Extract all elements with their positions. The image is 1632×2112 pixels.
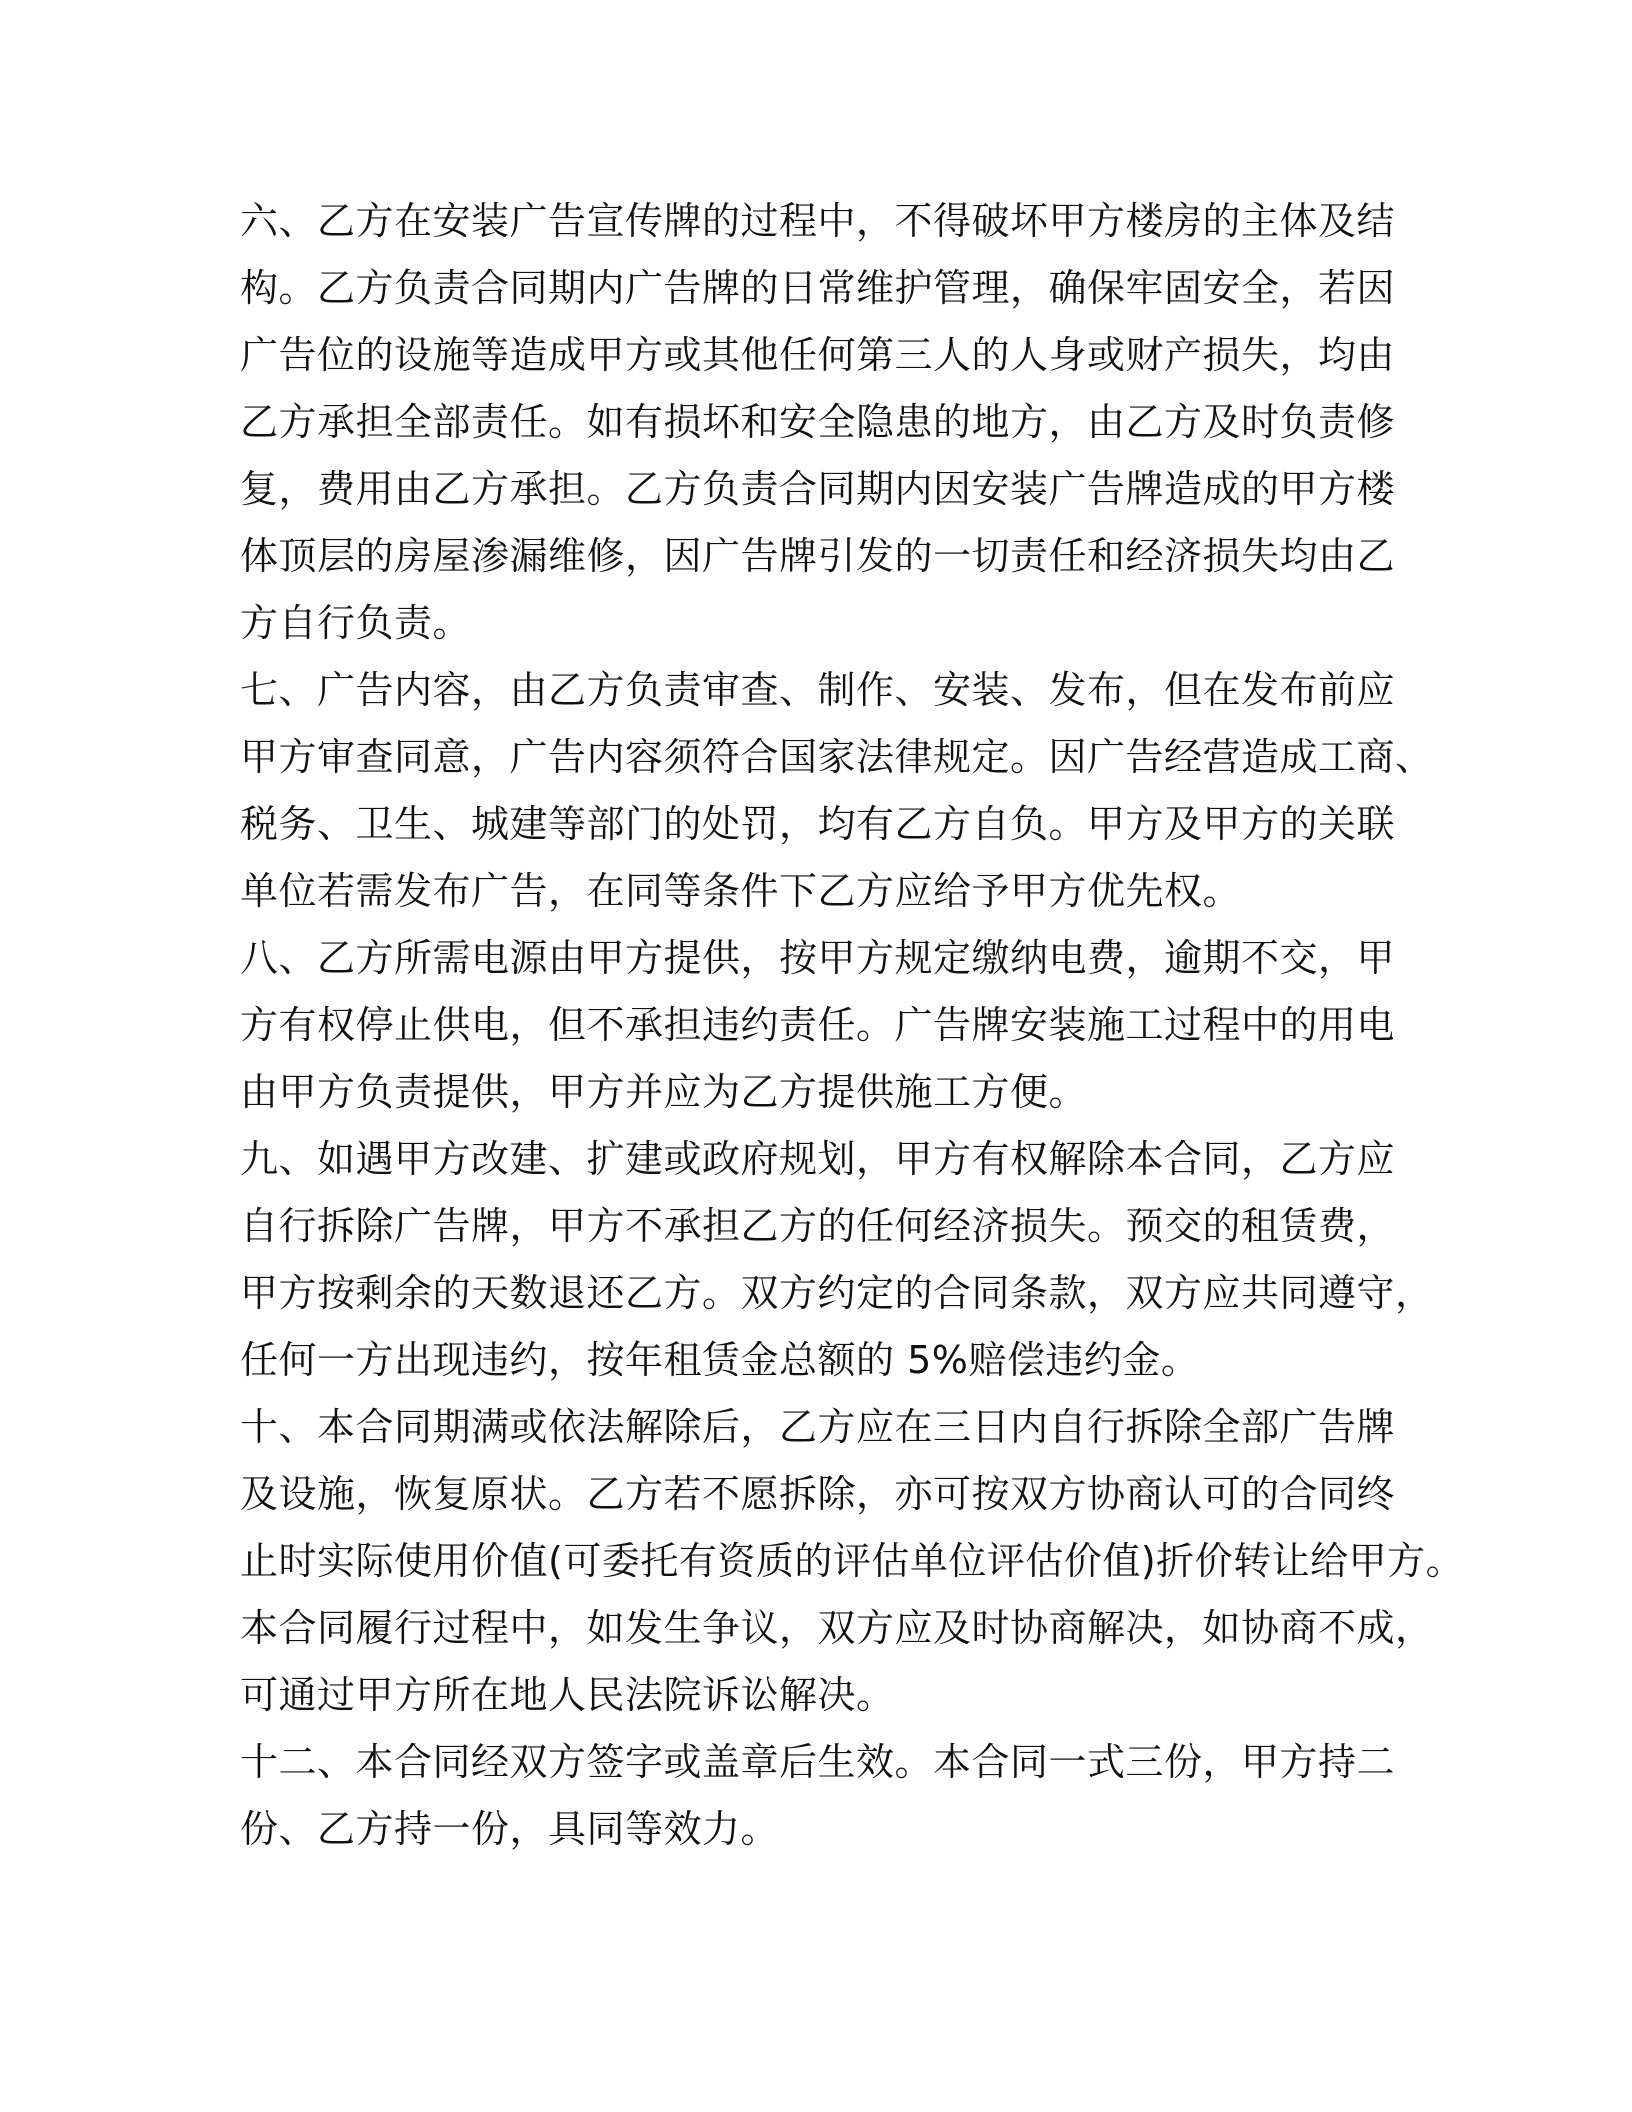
text-line: 十二、本合同经双方签字或盖章后生效。本合同一式三份，甲方持二 (240, 1740, 1396, 1784)
text-line: 九、如遇甲方改建、扩建或政府规划，甲方有权解除本合同，乙方应 (240, 1137, 1396, 1181)
text-line: 甲方按剩余的天数退还乙方。双方约定的合同条款，双方应共同遵守， (240, 1271, 1434, 1315)
text-line: 甲方审查同意，广告内容须符合国家法律规定。因广告经营造成工商、 (240, 735, 1434, 779)
document-body (240, 188, 1465, 1863)
text-line: 复，费用由乙方承担。乙方负责合同期内因安装广告牌造成的甲方楼 (240, 467, 1396, 511)
text-line: 由甲方负责提供，甲方并应为乙方提供施工方便。 (240, 1070, 1088, 1114)
text-line: 任何一方出现违约，按年租赁金总额的 5%赔偿违约金。 (240, 1338, 1200, 1382)
text-line: 自行拆除广告牌，甲方不承担乙方的任何经济损失。预交的租赁费， (240, 1204, 1396, 1248)
text-line: 止时实际使用价值(可委托有资质的评估单位评估价值)折价转让给甲方。 (240, 1539, 1465, 1583)
text-line: 单位若需发布广告，在同等条件下乙方应给予甲方优先权。 (240, 869, 1242, 913)
text-line: 及设施，恢复原状。乙方若不愿拆除，亦可按双方协商认可的合同终 (240, 1472, 1396, 1516)
text-line: 广告位的设施等造成甲方或其他任何第三人的人身或财产损失，均由 (240, 333, 1396, 377)
text-line: 十、本合同期满或依法解除后，乙方应在三日内自行拆除全部广告牌 (240, 1405, 1396, 1449)
text-line: 构。乙方负责合同期内广告牌的日常维护管理，确保牢固安全，若因 (240, 266, 1396, 310)
text-line: 本合同履行过程中，如发生争议，双方应及时协商解决，如协商不成， (240, 1606, 1434, 1650)
text-line: 方有权停止供电，但不承担违约责任。广告牌安装施工过程中的用电 (240, 1003, 1396, 1047)
text-line: 份、乙方持一份，具同等效力。 (240, 1807, 780, 1851)
text-line: 六、乙方在安装广告宣传牌的过程中，不得破坏甲方楼房的主体及结 (240, 199, 1396, 243)
text-line: 可通过甲方所在地人民法院诉讼解决。 (240, 1673, 895, 1717)
text-line: 方自行负责。 (240, 601, 472, 645)
text-line: 八、乙方所需电源由甲方提供，按甲方规定缴纳电费，逾期不交，甲 (240, 936, 1396, 980)
text-line: 税务、卫生、城建等部门的处罚，均有乙方自负。甲方及甲方的关联 (240, 802, 1396, 846)
text-line: 体顶层的房屋渗漏维修，因广告牌引发的一切责任和经济损失均由乙 (240, 534, 1396, 578)
text-line: 乙方承担全部责任。如有损坏和安全隐患的地方，由乙方及时负责修 (240, 400, 1396, 444)
text-line: 七、广告内容，由乙方负责审查、制作、安装、发布，但在发布前应 (240, 668, 1396, 712)
